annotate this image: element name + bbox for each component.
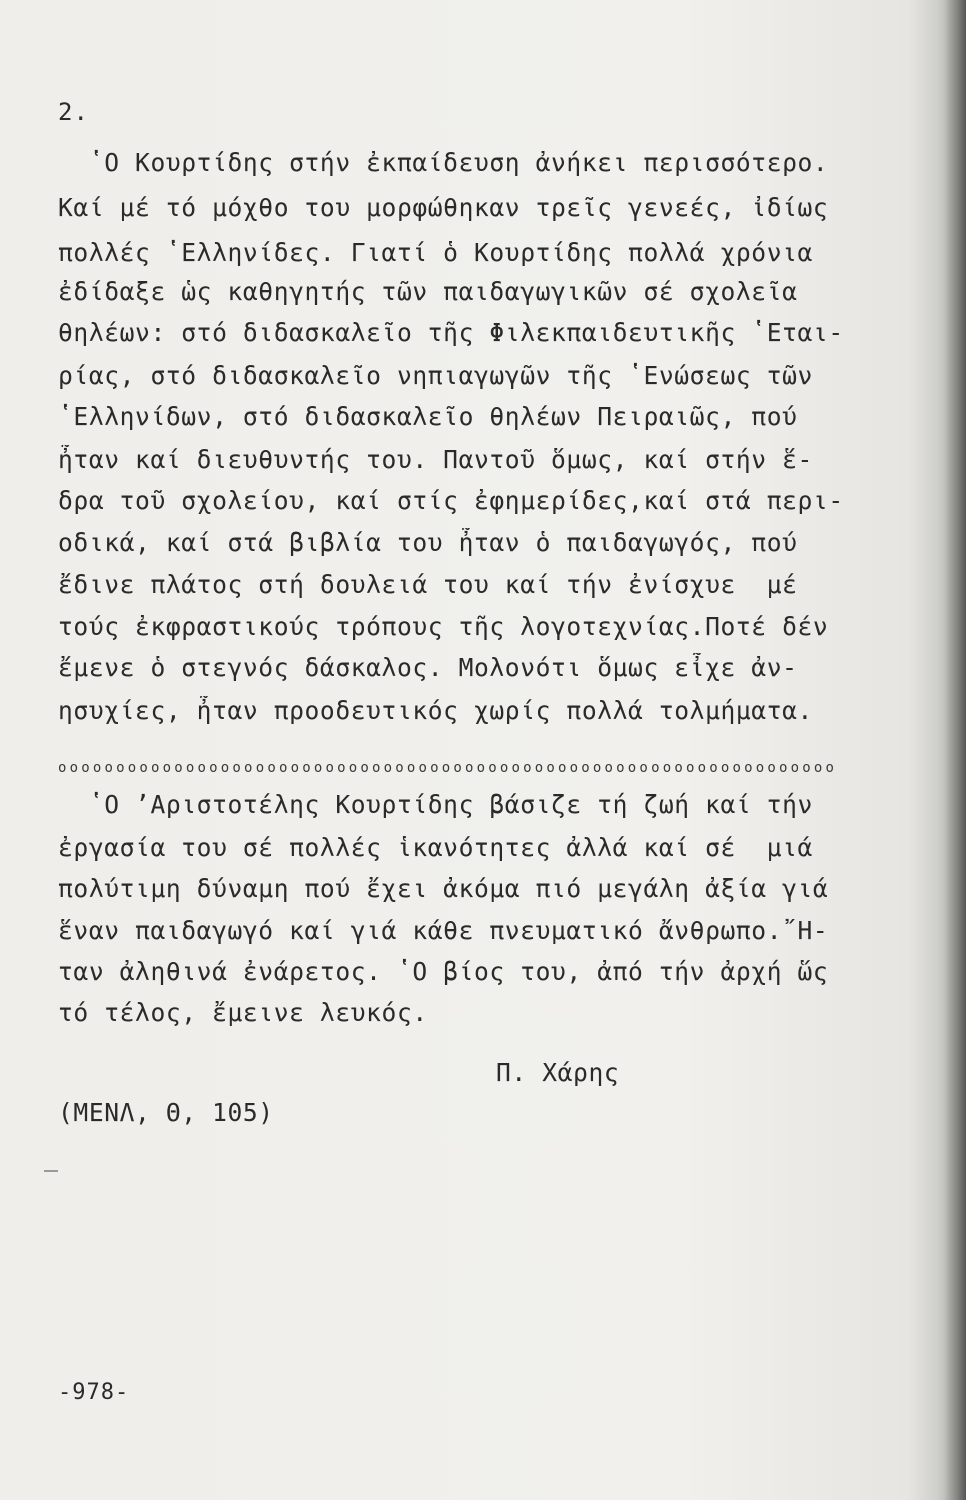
paragraph1-line: ἦταν καί διευθυντής του. Παντοῦ ὅμως, καί στήν ἕ- <box>58 445 813 474</box>
paragraph1-line: ἐδίδαξε ὡς καθηγητής τῶν παιδαγωγικῶν σέ σχολεῖα <box>58 277 798 306</box>
paragraph1-line: ʽΟ Κουρτίδης στήν ἐκπαίδευση ἀνήκει περισσότερο. <box>58 148 829 177</box>
short-rule <box>44 1170 58 1172</box>
paragraph2-line: πολύτιμη δύναμη πού ἔχει ἀκόμα πιό μεγάλη ἀξία γιά <box>58 874 829 903</box>
paragraph1-line: δρα τοῦ σχολείου, καί στίς ἐφημερίδες,καί στά περι- <box>58 486 844 515</box>
paragraph1-line: ʽΕλληνίδων, στό διδασκαλεῖο θηλέων Πειραιῶς, πού <box>58 402 798 431</box>
binding-shadow <box>944 0 966 1500</box>
paragraph1-line: πολλές ʽΕλληνίδες. Γιατί ὁ Κουρτίδης πολλά χρόνια <box>58 238 813 267</box>
page-number-top: 2. <box>58 98 89 126</box>
paragraph2-line: τό τέλος, ἔμεινε λευκός. <box>58 998 428 1027</box>
section-separator: ooooooooooooooooooooooooooooooooooooooooooooooooooooooooooooooooooo <box>58 760 838 776</box>
paragraph1-line: ἔμενε ὁ στεγνός δάσκαλος. Μολονότι ὅμως εἶχε ἀν- <box>58 653 798 682</box>
paragraph1-line: ἔδινε πλάτος στή δουλειά του καί τήν ἐνίσχυε μέ <box>58 570 798 599</box>
paragraph1-line: τούς ἐκφραστικούς τρόπους τῆς λογοτεχνίας.Ποτέ δέν <box>58 612 829 641</box>
author-signature: Π. Χάρης <box>496 1058 620 1087</box>
page-number-bottom: -978- <box>58 1380 130 1405</box>
paragraph2-line: ταν ἀληθινά ἐνάρετος. ʽΟ βίος του, ἀπό τήν ἀρχή ὥς <box>58 957 829 986</box>
paragraph2-line: ἕναν παιδαγωγό καί γιά κάθε πνευματικό ἄνθρωπο.῎Η- <box>58 916 829 945</box>
paragraph1-line: ησυχίες, ἦταν προοδευτικός χωρίς πολλά τολμήματα. <box>58 696 813 725</box>
paragraph1-line: Καί μέ τό μόχθο του μορφώθηκαν τρεῖς γενεές, ἰδίως <box>58 193 829 222</box>
paragraph2-line: ʽΟ ʼΑριστοτέλης Κουρτίδης βάσιζε τή ζωή καί τήν <box>58 790 813 819</box>
paragraph2-line: ἐργασία του σέ πολλές ἱκανότητες ἀλλά καί σέ μιά <box>58 833 813 862</box>
source-citation: (ΜΕΝΛ, Θ, 105) <box>58 1098 274 1127</box>
paragraph1-line: ρίας, στό διδασκαλεῖο νηπιαγωγῶν τῆς ʽΕνώσεως τῶν <box>58 361 813 390</box>
paragraph1-line: οδικά, καί στά βιβλία του ἦταν ὁ παιδαγωγός, πού <box>58 528 798 557</box>
paragraph1-line: θηλέων: στό διδασκαλεῖο τῆς Φιλεκπαιδευτικῆς ʽΕται- <box>58 318 844 347</box>
